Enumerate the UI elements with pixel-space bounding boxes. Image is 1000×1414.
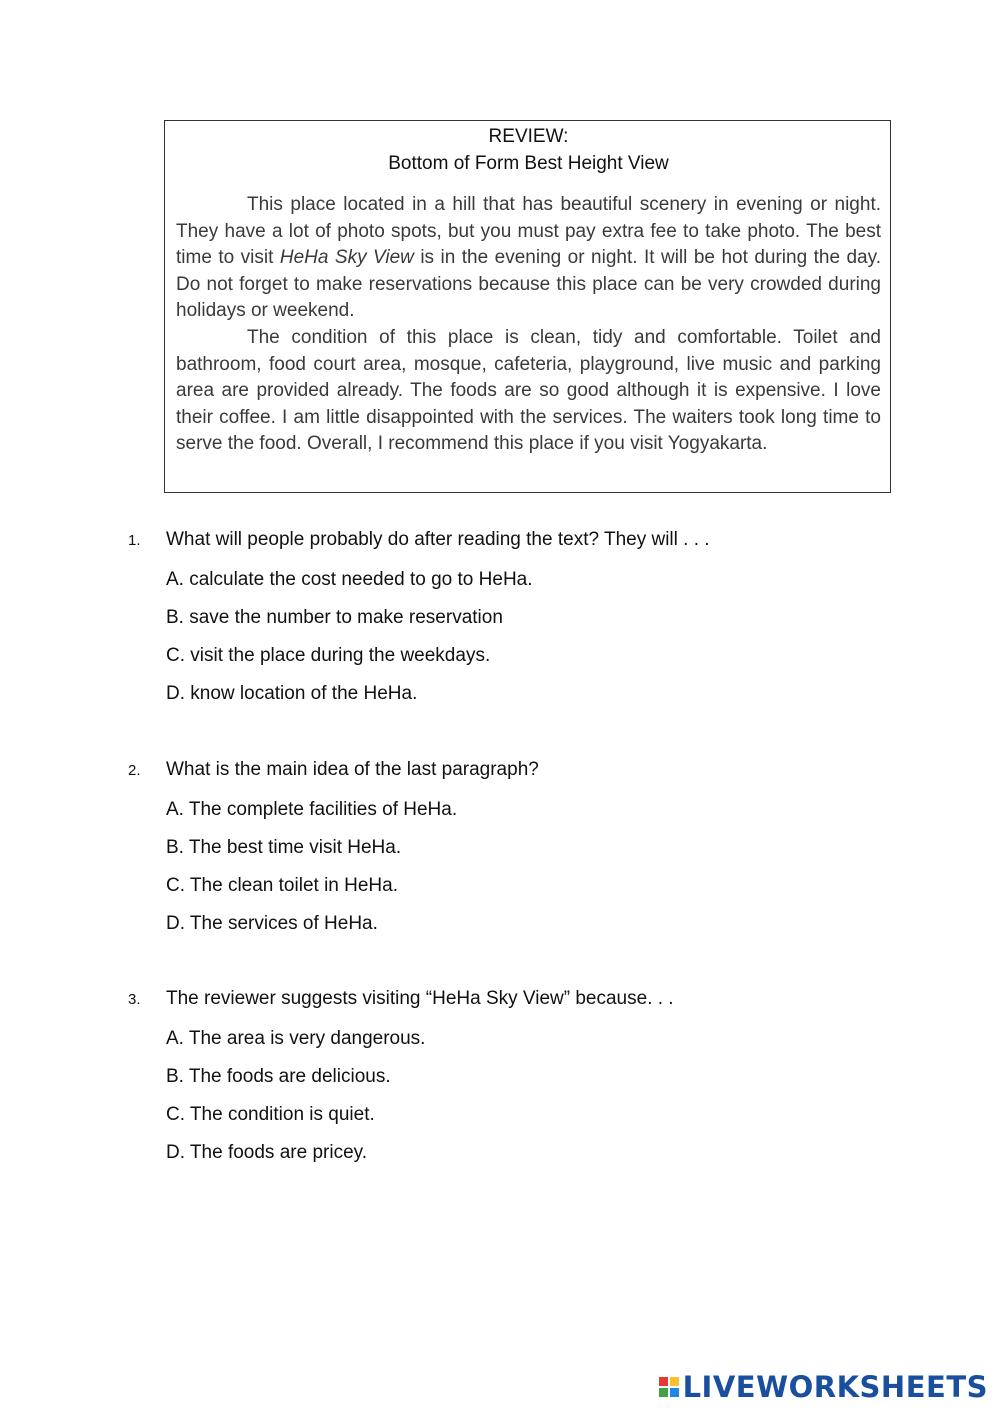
logo-square-green bbox=[659, 1388, 668, 1397]
question-stem bbox=[128, 758, 888, 784]
logo-square-yellow bbox=[670, 1377, 679, 1386]
option-a[interactable]: A. The complete facilities of HeHa. bbox=[166, 799, 458, 820]
review-paragraph-2: The condition of this place is clean, tidy and comfortable. Toilet and bathroom, food court area, mosque, cafeteria, playground, live music and parking area are provided already. The foods are so good although it is expensive. I love their coffee. I am little disappointed with the services. The waiters took long time to serve the food. Overall, I recommend this place if you visit Yogyakarta. bbox=[176, 326, 881, 455]
question-number: 2. bbox=[128, 762, 141, 779]
logo-square-red bbox=[659, 1377, 668, 1386]
option-d[interactable]: D. The services of HeHa. bbox=[166, 913, 378, 934]
question-2 bbox=[128, 758, 888, 936]
question-text: The reviewer suggests visiting “HeHa Sky View” because. . . bbox=[166, 988, 674, 1009]
review-body bbox=[176, 192, 881, 458]
option-list bbox=[166, 568, 888, 706]
option-a[interactable]: A. The area is very dangerous. bbox=[166, 1028, 426, 1049]
question-stem bbox=[128, 987, 888, 1013]
option-a[interactable]: A. calculate the cost needed to go to HeHa. bbox=[166, 569, 533, 590]
question-1 bbox=[128, 528, 888, 706]
option-list bbox=[166, 798, 888, 936]
option-d[interactable]: D. The foods are pricey. bbox=[166, 1142, 368, 1163]
liveworksheets-logo-icon bbox=[659, 1377, 679, 1397]
paragraph-1-text-end: is in the evening or night. It will be hot during the day. Do not forget to make reservations because this place can be very crowded during holidays or weekend. bbox=[176, 247, 881, 322]
question-text: What is the main idea of the last paragraph? bbox=[166, 759, 539, 780]
review-subtitle: Bottom of Form Best Height View bbox=[388, 153, 669, 174]
option-b[interactable]: B. The foods are delicious. bbox=[166, 1066, 391, 1087]
paragraph-1-text-start: This place located in a hill that has beautiful scenery in evening or night. They have a lot of photo spots, but you must pay extra fee to take photo. The best time to visit bbox=[176, 194, 881, 269]
option-c[interactable]: C. The condition is quiet. bbox=[166, 1104, 375, 1125]
liveworksheets-logo[interactable] bbox=[659, 1370, 988, 1404]
option-c[interactable]: C. visit the place during the weekdays. bbox=[166, 645, 491, 666]
review-heading: REVIEW: bbox=[488, 126, 569, 147]
option-c[interactable]: C. The clean toilet in HeHa. bbox=[166, 875, 398, 896]
question-stem bbox=[128, 528, 888, 554]
question-number: 1. bbox=[128, 532, 141, 549]
review-paragraph-1 bbox=[176, 192, 881, 325]
option-list bbox=[166, 1027, 888, 1165]
question-text: What will people probably do after reading the text? They will . . . bbox=[166, 529, 710, 550]
logo-square-blue bbox=[670, 1388, 679, 1397]
option-d[interactable]: D. know location of the HeHa. bbox=[166, 683, 418, 704]
question-number: 3. bbox=[128, 991, 141, 1008]
option-b[interactable]: B. The best time visit HeHa. bbox=[166, 837, 402, 858]
option-b[interactable]: B. save the number to make reservation bbox=[166, 607, 503, 628]
logo-text: LIVEWORKSHEETS bbox=[682, 1370, 988, 1404]
review-box bbox=[164, 120, 891, 493]
place-name-italic: HeHa Sky View bbox=[279, 247, 414, 269]
question-3 bbox=[128, 987, 888, 1165]
